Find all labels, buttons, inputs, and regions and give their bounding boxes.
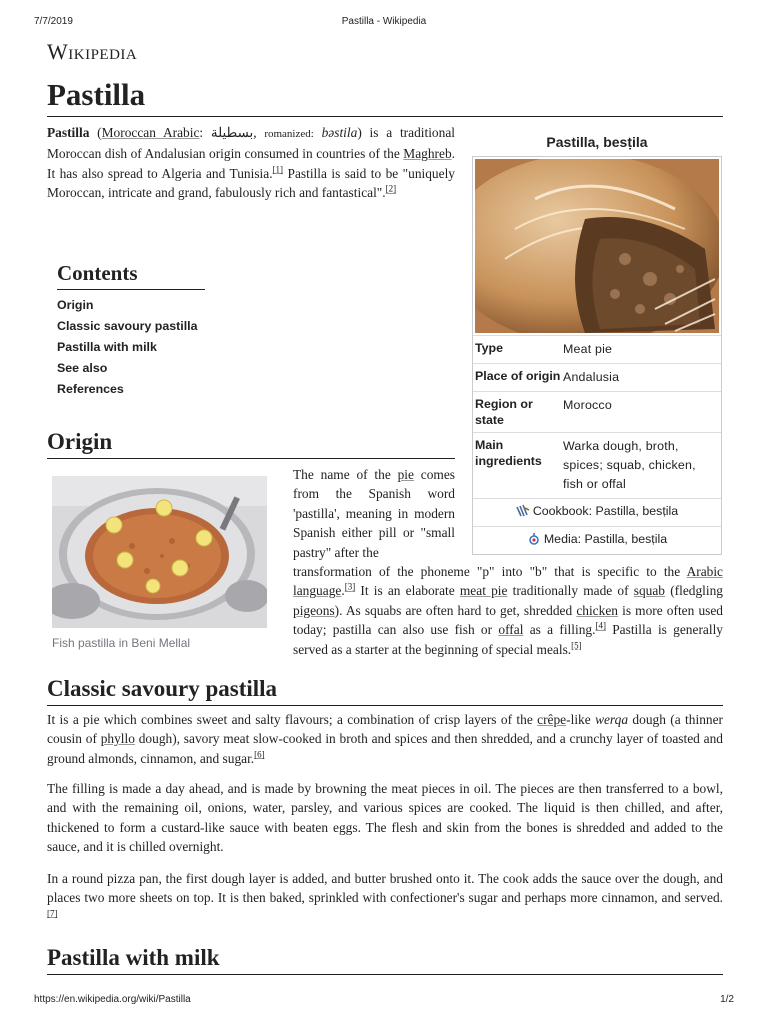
media-link-label[interactable]: Media: Pastilla, besṭila [543,532,668,546]
heading-milk: Pastilla with milk [47,943,723,975]
fish-pastilla-photo[interactable] [52,476,267,628]
origin-paragraph-full: transformation of the phoneme "p" into "b" that is specific to the Arabic language.[3] It is an elaborate meat pie traditionally made of squab (fledgling pigeons). As squabs are often hard to get, shredded chicken is more often used today; pastilla can also use fish or offal as a filling.[4] Pastilla is generally served as a starter at the beginning of special meals.[5] [293,564,723,657]
heading-classic: Classic savoury pastilla [47,674,723,706]
pastilla-photo[interactable] [475,159,719,333]
infobox-value[interactable]: Morocco [563,398,612,412]
origin-text-d: It is an elaborate [355,583,460,599]
print-page-number: 1/2 [720,994,734,1005]
pie-link[interactable]: pie [397,467,414,482]
wikibooks-icon [516,504,530,518]
ref-7[interactable]: [7] [47,908,58,919]
intro-text-1: ) is a traditional Moroccan dish of Andalusian origin consumed in countries of the [47,125,455,162]
print-page-title: Pastilla - Wikipedia [341,16,427,27]
toc-title: Contents [57,259,205,290]
print-url: https://en.wikipedia.org/wiki/Pastilla [34,994,191,1005]
ref-6[interactable]: [6] [254,749,265,760]
toc-item-classic[interactable]: Classic savoury pastilla [57,319,198,333]
phyllo-link[interactable]: phyllo [100,731,135,747]
infobox-key: Type [475,341,503,355]
origin-text-c: transformation of the phoneme "p" into "b" that is specific to the [293,564,687,579]
arabic-language-link[interactable]: Arabic language [293,564,723,599]
origin-text-g: ). As squabs are often hard to get, shredded [334,602,577,618]
werqa-term: werqa [595,712,629,727]
chicken-link[interactable]: chicken [576,602,618,618]
toc-item-see-also[interactable]: See also [57,361,108,375]
infobox-row-type [473,335,721,363]
infobox-key: Main ingredients [475,438,542,468]
wikipedia-logo[interactable]: Wikipedia [47,39,138,64]
moroccan-arabic-link[interactable]: Moroccan Arabic [101,125,200,140]
meat-pie-link[interactable]: meat pie [459,583,508,599]
media-link[interactable] [473,526,721,554]
heading-origin: Origin [47,427,455,459]
origin-text-e: traditionally made of [507,583,634,599]
origin-text-j: Pastilla is generally served as a starter at the beginning of special meals. [293,622,723,657]
crepe-link[interactable]: crêpe [537,712,567,727]
fish-pastilla-figure [52,476,267,650]
classic-text-c: dough (a thinner cousin of [47,712,723,747]
origin-text-i: as a filling. [523,622,596,638]
romanized-name: bəstila [321,125,358,140]
intro-text-3: Pastilla is said to be "uniquely Moroccan, intricate and grand, fabulously rich and fantastical". [47,165,455,201]
intro-text-2: . It has also spread to Algeria and Tunisia. [47,146,455,181]
romanized-label: romanized: [264,128,314,140]
print-date: 7/7/2019 [34,16,73,27]
ref-4[interactable]: [4] [595,620,606,631]
pigeons-link[interactable]: pigeons [293,602,335,618]
maghreb-link[interactable]: Maghreb [403,146,452,162]
classic-paragraph-2: The filling is made a day ahead, and is made by browning the meat pieces in oil. The pieces are then transferred to a bowl, and with the remaining oil, onions, water, parsley, and various spices are cooked. The liquid is then chilled, and after, thickened to form a custard-like sauce with beaten eggs. The flesh and skin from the bones is shredded and added to the sauce, and it is chilled overnight. [47,781,723,855]
ref-5[interactable]: [5] [571,640,582,651]
origin-text-b: comes from the Spanish word 'pastilla', meaning in modern Spanish either pill or "small pastry" after the [293,467,455,560]
infobox-row-region [473,391,721,432]
cookbook-link[interactable] [473,498,721,526]
infobox [472,130,722,555]
squab-link[interactable]: squab [633,583,666,599]
origin-text-h: is more often used today; pastilla can also use fish or [293,602,723,638]
cookbook-link-label[interactable]: Cookbook: Pastilla, besṭila [532,504,679,518]
table-of-contents [57,259,205,400]
classic-text-d: dough), savory meat slow-cooked in broth and spices and then shredded, and a crunchy layer of toasted and ground almonds, cinnamon, and sugar. [47,731,723,766]
ref-3[interactable]: [3] [344,581,356,592]
infobox-value[interactable]: Andalusia [563,370,620,384]
intro-bold-name: Pastilla [47,125,90,140]
infobox-row-ingredients [473,432,721,498]
offal-link[interactable]: offal [498,622,524,638]
commons-icon [527,532,541,546]
toc-item-references[interactable]: References [57,382,124,396]
infobox-key: Region or state [475,397,533,427]
classic-text-b: -like [566,712,596,727]
infobox-value: Warka dough, broth, spices; squab, chicken, fish or offal [563,439,696,491]
toc-item-milk[interactable]: Pastilla with milk [57,340,157,354]
origin-paragraph-wrap [293,465,455,562]
infobox-value: Meat pie [563,342,613,356]
origin-text-f: (fledgling [665,583,723,599]
origin-text-a: The name of the [293,467,398,482]
infobox-row-origin [473,363,721,391]
classic-text-p3: In a round pizza pan, the first dough layer is added, and butter brushed onto it. The cook adds the sauce over the dough, and places two more sheets on top. It is then baked, sprinkled with confectioner's sugar and perhaps more cinnamon, and served. [47,871,723,906]
page-title: Pastilla [47,76,723,117]
intro-paragraph: Pastilla (Moroccan Arabic: بسطيلة, romanized: bəstila) is a traditional Moroccan dish of Andalusian origin consumed in countries of the Maghreb. It has also spread to Algeria and Tunisia.[1] Pastilla is said to be "uniquely Moroccan, intricate and grand, fabulously rich and fantastical".[2] [47,125,455,201]
classic-text-a: It is a pie which combines sweet and salty flavours; a combination of crisp layers of the [47,712,538,727]
fish-pastilla-caption: Fish pastilla in Beni Mellal [52,636,191,650]
classic-paragraph-3 [47,869,723,927]
infobox-key: Place of origin [475,369,561,383]
ref-2[interactable]: [2] [385,183,397,194]
toc-item-origin[interactable]: Origin [57,298,94,312]
arabic-name: بسطيلة [210,125,254,140]
ref-1[interactable]: [1] [272,164,284,175]
infobox-caption: Pastilla, besṭila [546,134,648,150]
classic-paragraph-1 [47,710,723,768]
